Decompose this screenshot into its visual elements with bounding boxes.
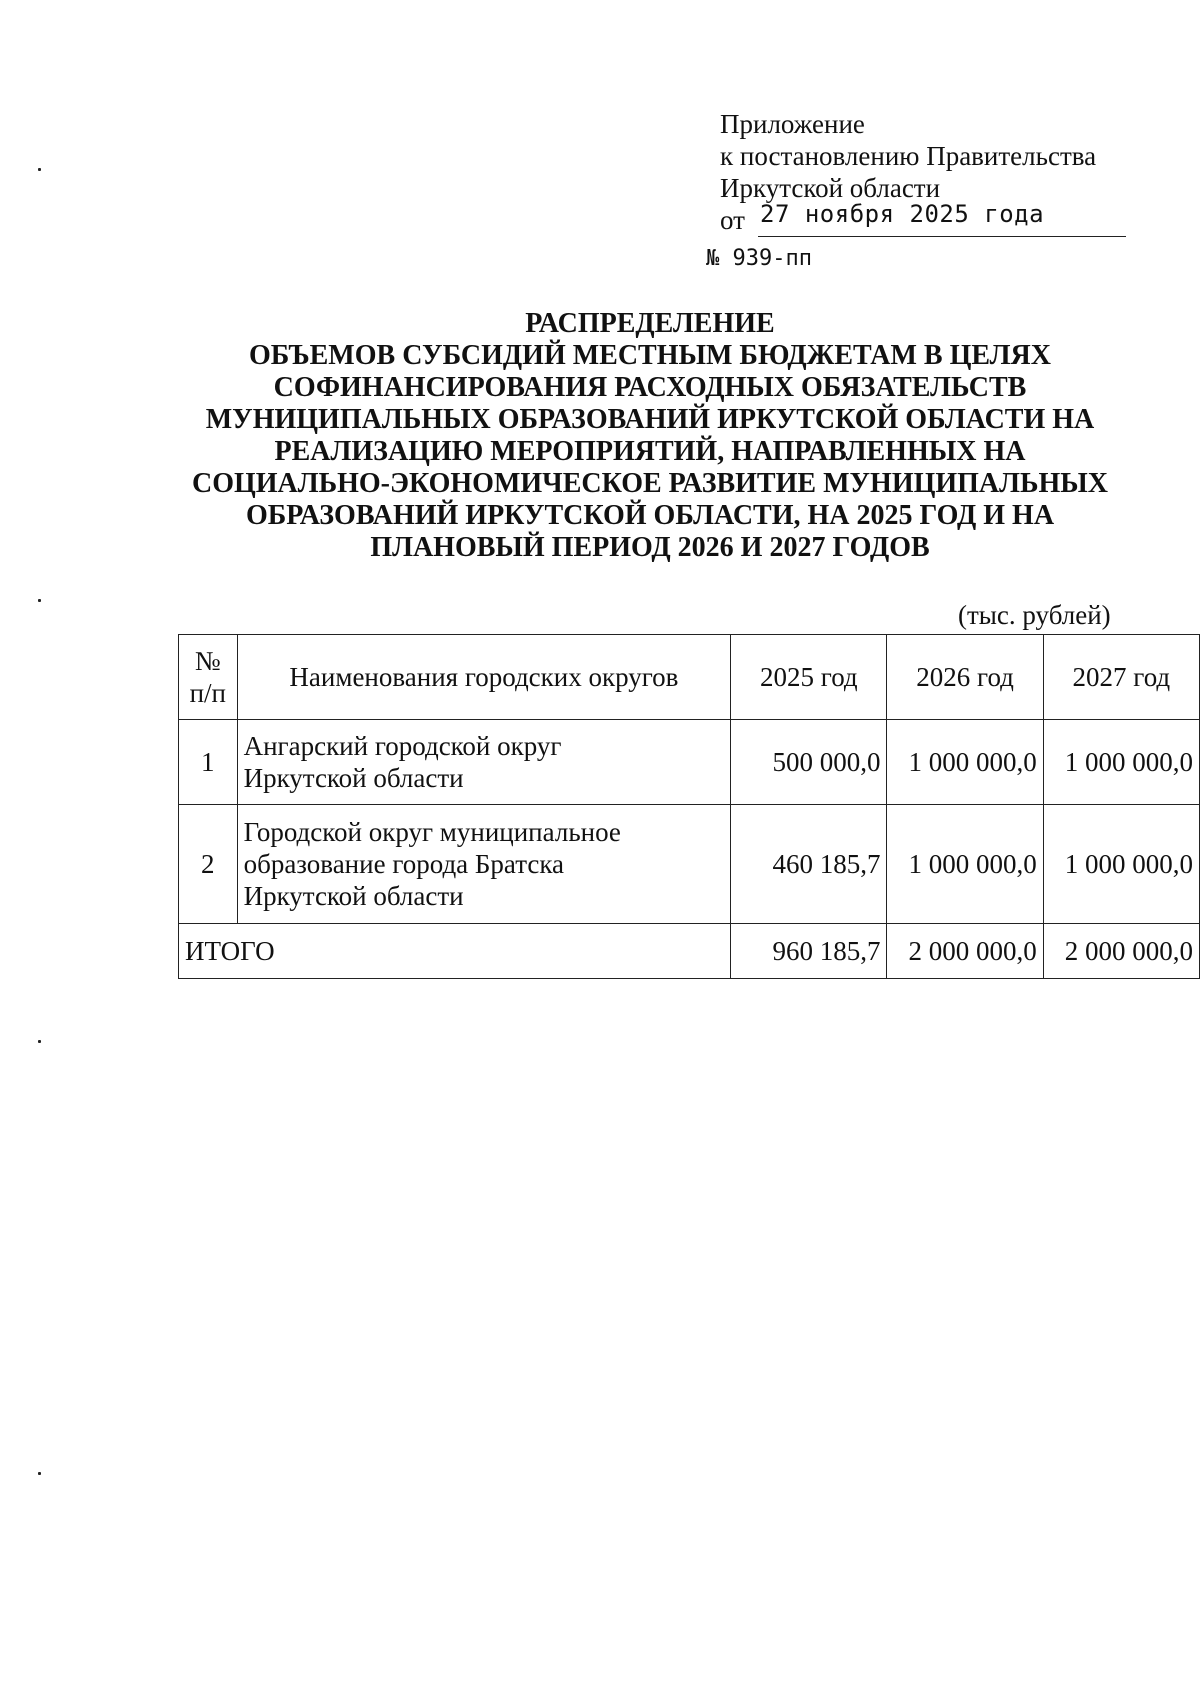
row-name-line: Иркутской области [243,881,464,911]
title-line: ОБРАЗОВАНИЙ ИРКУТСКОЙ ОБЛАСТИ, НА 2025 ГОД И НА [245,500,1055,531]
total-label: ИТОГО [179,924,731,979]
document-number: № 939-пп [706,246,812,271]
row-name-line: Иркутской области [243,763,464,793]
units-label: (тыс. рублей) [958,600,1111,630]
scan-mark [38,599,41,602]
subsidy-table [178,634,1200,979]
scan-mark [38,1040,41,1043]
title-line: ОБЪЕМОВ СУБСИДИЙ МЕСТНЫМ БЮДЖЕТАМ В ЦЕЛЯХ [248,340,1051,371]
header-number-sign: № [194,646,221,676]
header-number-abbr: п/п [189,678,226,708]
table-row [179,720,1200,805]
total-2025: 960 185,7 [731,924,887,979]
header-number [179,635,238,720]
title-line: РАСПРЕДЕЛЕНИЕ [525,308,775,339]
row-name-line: Ангарский городской округ [243,731,562,761]
title-line: МУНИЦИПАЛЬНЫХ ОБРАЗОВАНИЙ ИРКУТСКОЙ ОБЛАСТИ НА [205,404,1095,435]
row-2025: 500 000,0 [731,720,887,805]
title-line: ПЛАНОВЫЙ ПЕРИОД 2026 И 2027 ГОДОВ [370,532,930,563]
appendix-date-row [720,200,1140,238]
date-underline [758,236,1126,237]
total-2027: 2 000 000,0 [1043,924,1199,979]
title-line: СОЦИАЛЬНО-ЭКОНОМИЧЕСКОЕ РАЗВИТИЕ МУНИЦИПАЛЬНЫХ [191,468,1109,499]
row-name-line: Городской округ муниципальное [243,817,621,847]
document-title [160,308,1140,564]
header-2027: 2027 год [1043,635,1199,720]
table-total-row [179,924,1200,979]
total-2026: 2 000 000,0 [887,924,1043,979]
header-name: Наименования городских округов [237,635,731,720]
appendix-block [720,108,1140,238]
header-2026: 2026 год [887,635,1043,720]
row-name-line: образование города Братска [243,849,565,879]
table-row [179,805,1200,924]
date-prefix: от [720,205,745,235]
row-2026: 1 000 000,0 [887,805,1043,924]
header-2025: 2025 год [731,635,887,720]
table-header-row [179,635,1200,720]
row-2027: 1 000 000,0 [1043,805,1199,924]
scan-mark [38,1472,41,1475]
scan-mark [38,168,41,171]
document-date: 27 ноября 2025 года [760,200,1045,228]
appendix-region: Иркутской области [720,173,941,203]
appendix-resolution: к постановлению Правительства [720,141,1097,171]
row-number: 2 [179,805,238,924]
appendix-label: Приложение [720,109,865,139]
row-2027: 1 000 000,0 [1043,720,1199,805]
row-number: 1 [179,720,238,805]
row-2026: 1 000 000,0 [887,720,1043,805]
row-name [237,805,731,924]
row-name [237,720,731,805]
title-line: СОФИНАНСИРОВАНИЯ РАСХОДНЫХ ОБЯЗАТЕЛЬСТВ [273,372,1027,403]
row-2025: 460 185,7 [731,805,887,924]
title-line: РЕАЛИЗАЦИЮ МЕРОПРИЯТИЙ, НАПРАВЛЕННЫХ НА [274,436,1026,467]
